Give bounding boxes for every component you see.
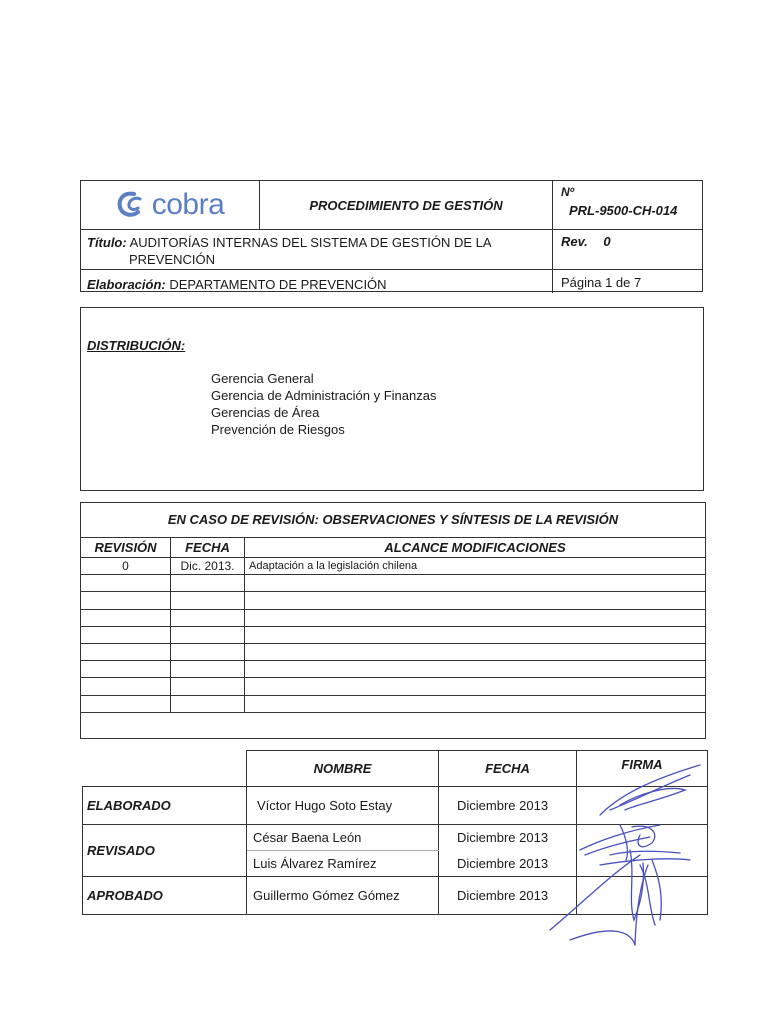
distribution-item: Prevención de Riesgos <box>211 422 345 437</box>
name-aprobado: Guillermo Gómez Gómez <box>247 877 439 915</box>
cell-alcance <box>245 609 706 626</box>
date-revisado-2: Diciembre 2013 <box>439 851 577 877</box>
handwritten-signature-icon <box>540 755 720 955</box>
cell-fecha <box>171 661 245 678</box>
distribution-list <box>211 370 436 438</box>
table-row <box>81 609 706 626</box>
table-row <box>81 643 706 660</box>
label-aprobado: APROBADO <box>83 877 247 915</box>
cell-alcance: Adaptación a la legislación chilena <box>245 558 706 575</box>
number-label: Nº <box>561 185 575 199</box>
number-value: PRL-9500-CH-014 <box>569 203 678 218</box>
cell-fecha <box>171 678 245 695</box>
cell-revision <box>81 678 171 695</box>
cell-alcance <box>245 575 706 592</box>
revision-cell <box>561 234 701 264</box>
document-number-cell <box>561 185 701 229</box>
col-alcance: ALCANCE MODIFICACIONES <box>245 538 706 558</box>
revision-box <box>80 502 706 739</box>
distribution-item: Gerencias de Área <box>211 405 320 420</box>
company-logo <box>81 181 259 229</box>
cell-fecha <box>171 695 245 712</box>
cell-fecha <box>171 626 245 643</box>
col-fecha: FECHA <box>439 751 577 787</box>
cell-alcance <box>245 643 706 660</box>
elaboracion-cell <box>87 277 547 293</box>
cell-revision <box>81 643 171 660</box>
date-elaborado: Diciembre 2013 <box>439 787 577 825</box>
revision-table <box>80 537 706 713</box>
cell-alcance <box>245 678 706 695</box>
cell-revision <box>81 661 171 678</box>
document-title <box>87 234 547 268</box>
distribution-item: Gerencia de Administración y Finanzas <box>211 388 437 403</box>
procedure-type: PROCEDIMIENTO DE GESTIÓN <box>309 197 503 213</box>
blank-corner <box>83 751 247 787</box>
label-elaborado: ELABORADO <box>83 787 247 825</box>
cell-alcance <box>245 695 706 712</box>
label-revisado: REVISADO <box>83 825 247 877</box>
page-info: Página 1 de 7 <box>561 275 642 290</box>
date-aprobado: Diciembre 2013 <box>439 877 577 915</box>
rev-value: 0 <box>603 234 611 249</box>
table-row <box>81 695 706 712</box>
cell-revision <box>81 592 171 609</box>
logo-text: cobra <box>151 188 225 221</box>
table-row <box>81 661 706 678</box>
document-header <box>80 180 703 292</box>
title-line-2: PREVENCIÓN <box>129 252 215 267</box>
rev-label: Rev. <box>561 234 588 249</box>
title-label: Título: <box>87 235 127 250</box>
cell-alcance <box>245 626 706 643</box>
elaboracion-label: Elaboración: <box>87 277 166 292</box>
name-elaborado: Víctor Hugo Soto Estay <box>247 787 439 825</box>
cell-revision <box>81 609 171 626</box>
col-firma: FIRMA <box>577 751 708 787</box>
cell-revision <box>81 575 171 592</box>
cell-fecha <box>171 609 245 626</box>
col-nombre: NOMBRE <box>247 751 439 787</box>
name-revisado-1: César Baena León <box>247 825 439 851</box>
col-revision: REVISIÓN <box>81 538 171 558</box>
title-line-1: AUDITORÍAS INTERNAS DEL SISTEMA DE GESTIÓN DE LA <box>129 235 492 250</box>
distribution-item: Gerencia General <box>211 371 314 386</box>
table-row <box>81 626 706 643</box>
revision-title: EN CASO DE REVISIÓN: OBSERVACIONES Y SÍNTESIS DE LA REVISIÓN <box>167 512 619 527</box>
distribution-title: DISTRIBUCIÓN: <box>87 338 186 353</box>
table-row <box>81 575 706 592</box>
cell-revision <box>81 695 171 712</box>
cell-revision: 0 <box>81 558 171 575</box>
col-fecha: FECHA <box>171 538 245 558</box>
cell-fecha <box>171 592 245 609</box>
table-row <box>81 558 706 575</box>
cell-revision <box>81 626 171 643</box>
revision-header-row <box>81 538 706 558</box>
cell-fecha: Dic. 2013. <box>171 558 245 575</box>
cell-alcance <box>245 661 706 678</box>
table-row <box>81 678 706 695</box>
elaboracion-value: DEPARTAMENTO DE PREVENCIÓN <box>169 277 387 292</box>
cell-fecha <box>171 575 245 592</box>
date-revisado-1: Diciembre 2013 <box>439 825 577 851</box>
cell-fecha <box>171 643 245 660</box>
cell-alcance <box>245 592 706 609</box>
name-revisado-2: Luis Álvarez Ramírez <box>247 851 439 877</box>
table-row <box>81 592 706 609</box>
distribution-box <box>80 307 704 491</box>
cobra-logo-icon <box>116 191 146 219</box>
